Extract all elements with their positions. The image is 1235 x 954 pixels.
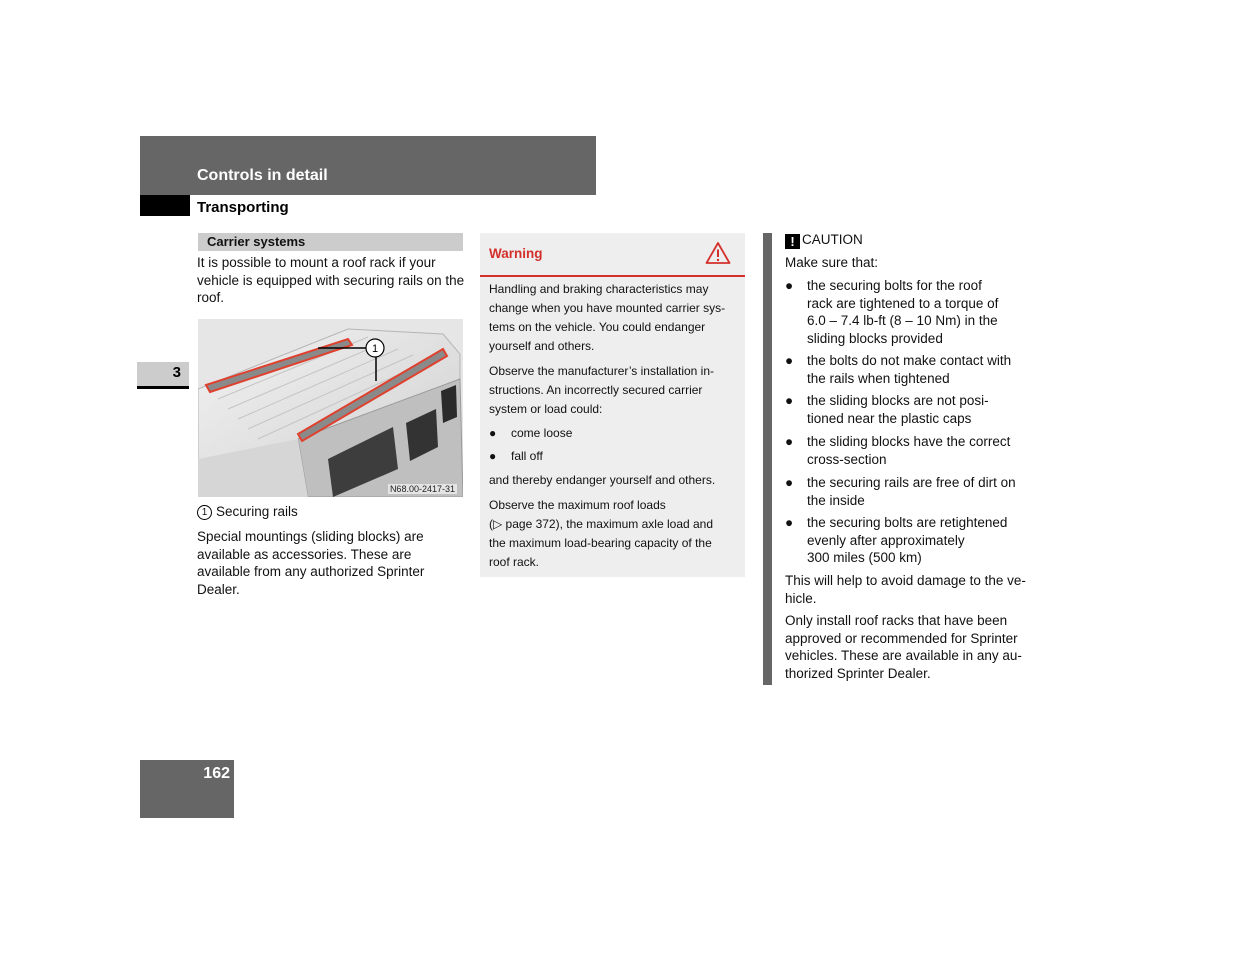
caution-bullet	[785, 352, 1035, 387]
warning-bullet-text: fall off	[511, 449, 543, 463]
caution-bullet	[785, 514, 1035, 567]
caution-line: the sliding blocks have the correct	[807, 434, 1011, 449]
caution-line: the securing bolts for the roof	[807, 278, 982, 293]
warning-paragraph-1	[489, 280, 739, 356]
caution-line: the sliding blocks are not posi-	[807, 393, 989, 408]
warning-bullet-text: come loose	[511, 426, 573, 440]
caution-line: thorized Sprinter Dealer.	[785, 665, 931, 681]
warning-line: system or load could:	[489, 402, 603, 416]
caution-line: the securing rails are free of dirt on	[807, 475, 1016, 490]
figure-caption	[197, 503, 465, 521]
caution-line: 300 miles (500 km)	[807, 550, 922, 565]
intro-paragraph: It is possible to mount a roof rack if your vehicle is equipped with securing rails on the roof.	[197, 255, 465, 305]
caution-line: the securing bolts are retightened	[807, 515, 1008, 530]
caution-intro: Make sure that:	[785, 255, 879, 270]
warning-line: Observe the manufacturer’s installation in-	[489, 364, 714, 378]
caution-bullet	[785, 474, 1035, 509]
roof-rails-figure	[198, 319, 463, 497]
caution-line: vehicles. These are available in any au-	[785, 648, 1022, 663]
caution-line: 6.0 – 7.4 lb-ft (8 – 10 Nm) in the	[807, 313, 998, 328]
caution-outro-2	[785, 612, 1035, 682]
caution-line: cross-section	[807, 451, 887, 467]
caution-outro-1	[785, 572, 1035, 607]
bullet-dot-icon: ●	[785, 278, 794, 293]
figure-callout-number: 1	[371, 343, 379, 355]
warning-triangle-icon	[705, 241, 731, 265]
chapter-header-bar	[140, 136, 596, 195]
warning-header	[480, 233, 745, 277]
warning-line: change when you have mounted carrier sys-	[489, 301, 726, 315]
chapter-number: 3	[172, 364, 181, 381]
warning-line: Observe the maximum roof loads	[489, 498, 666, 512]
bullet-dot-icon: ●	[785, 475, 794, 490]
warning-line: Handling and braking characteristics may	[489, 282, 709, 296]
caution-bullet	[785, 392, 1035, 427]
chapter-title: Controls in detail	[197, 167, 328, 184]
bullet-dot-icon: ●	[489, 426, 497, 440]
bullet-dot-icon: ●	[489, 449, 497, 463]
page-number-box	[140, 760, 234, 818]
caution-line: evenly after approximately	[807, 532, 965, 548]
caution-line: tioned near the plastic caps	[807, 410, 972, 426]
caution-line: rack are tightened to a torque of	[807, 295, 999, 311]
caution-bar	[763, 233, 772, 685]
figure-code: N68.00-2417-31	[389, 484, 455, 494]
warning-paragraph-4	[489, 496, 739, 572]
caution-line: approved or recommended for Sprinter	[785, 630, 1018, 646]
caution-heading	[785, 232, 863, 249]
caution-bullet	[785, 433, 1035, 468]
bullet-dot-icon: ●	[785, 393, 794, 408]
warning-line: roof rack.	[489, 555, 540, 569]
caution-line: This will help to avoid damage to the ve-	[785, 573, 1026, 588]
section-title: Transporting	[197, 199, 289, 216]
caution-line: the rails when tightened	[807, 370, 950, 386]
bullet-dot-icon: ●	[785, 515, 794, 530]
warning-paragraph-2	[489, 362, 739, 419]
caution-label: CAUTION	[802, 232, 863, 247]
page-reference[interactable]: (▷ page 372), the maximum axle load and	[489, 517, 714, 531]
warning-line: tems on the vehicle. You could endanger	[489, 320, 706, 334]
subheading-text: Carrier systems	[207, 234, 306, 249]
callout-number: 1	[197, 505, 212, 520]
bullet-dot-icon: ●	[785, 353, 794, 368]
bullet-dot-icon: ●	[785, 434, 794, 449]
caution-line: the bolts do not make contact with	[807, 353, 1012, 368]
caution-exclamation-icon: !	[785, 234, 800, 249]
caution-bullet	[785, 277, 1035, 347]
section-marker	[140, 195, 190, 216]
caution-line: Only install roof racks that have been	[785, 613, 1008, 628]
caption-text: Securing rails	[216, 504, 298, 519]
page-number: 162	[203, 765, 230, 782]
chapter-tab	[137, 362, 189, 389]
accessories-paragraph: Special mountings (sliding blocks) are available as accessories. These are available from any authorized Sprinter Dealer.	[197, 529, 425, 597]
warning-line: structions. An incorrectly secured carrier	[489, 383, 703, 397]
warning-bullet	[489, 447, 543, 466]
warning-label: Warning	[489, 246, 543, 261]
caution-line: hicle.	[785, 590, 817, 606]
warning-line: the maximum load-bearing capacity of the	[489, 536, 712, 550]
caution-line: the inside	[807, 492, 865, 508]
warning-box	[480, 233, 745, 577]
warning-line: yourself and others.	[489, 339, 595, 353]
caution-line: sliding blocks provided	[807, 330, 943, 346]
van-roof-illustration	[198, 319, 463, 497]
warning-bullet	[489, 424, 572, 443]
warning-paragraph-3: and thereby endanger yourself and others.	[489, 473, 716, 487]
subheading-carrier-systems	[198, 233, 463, 251]
